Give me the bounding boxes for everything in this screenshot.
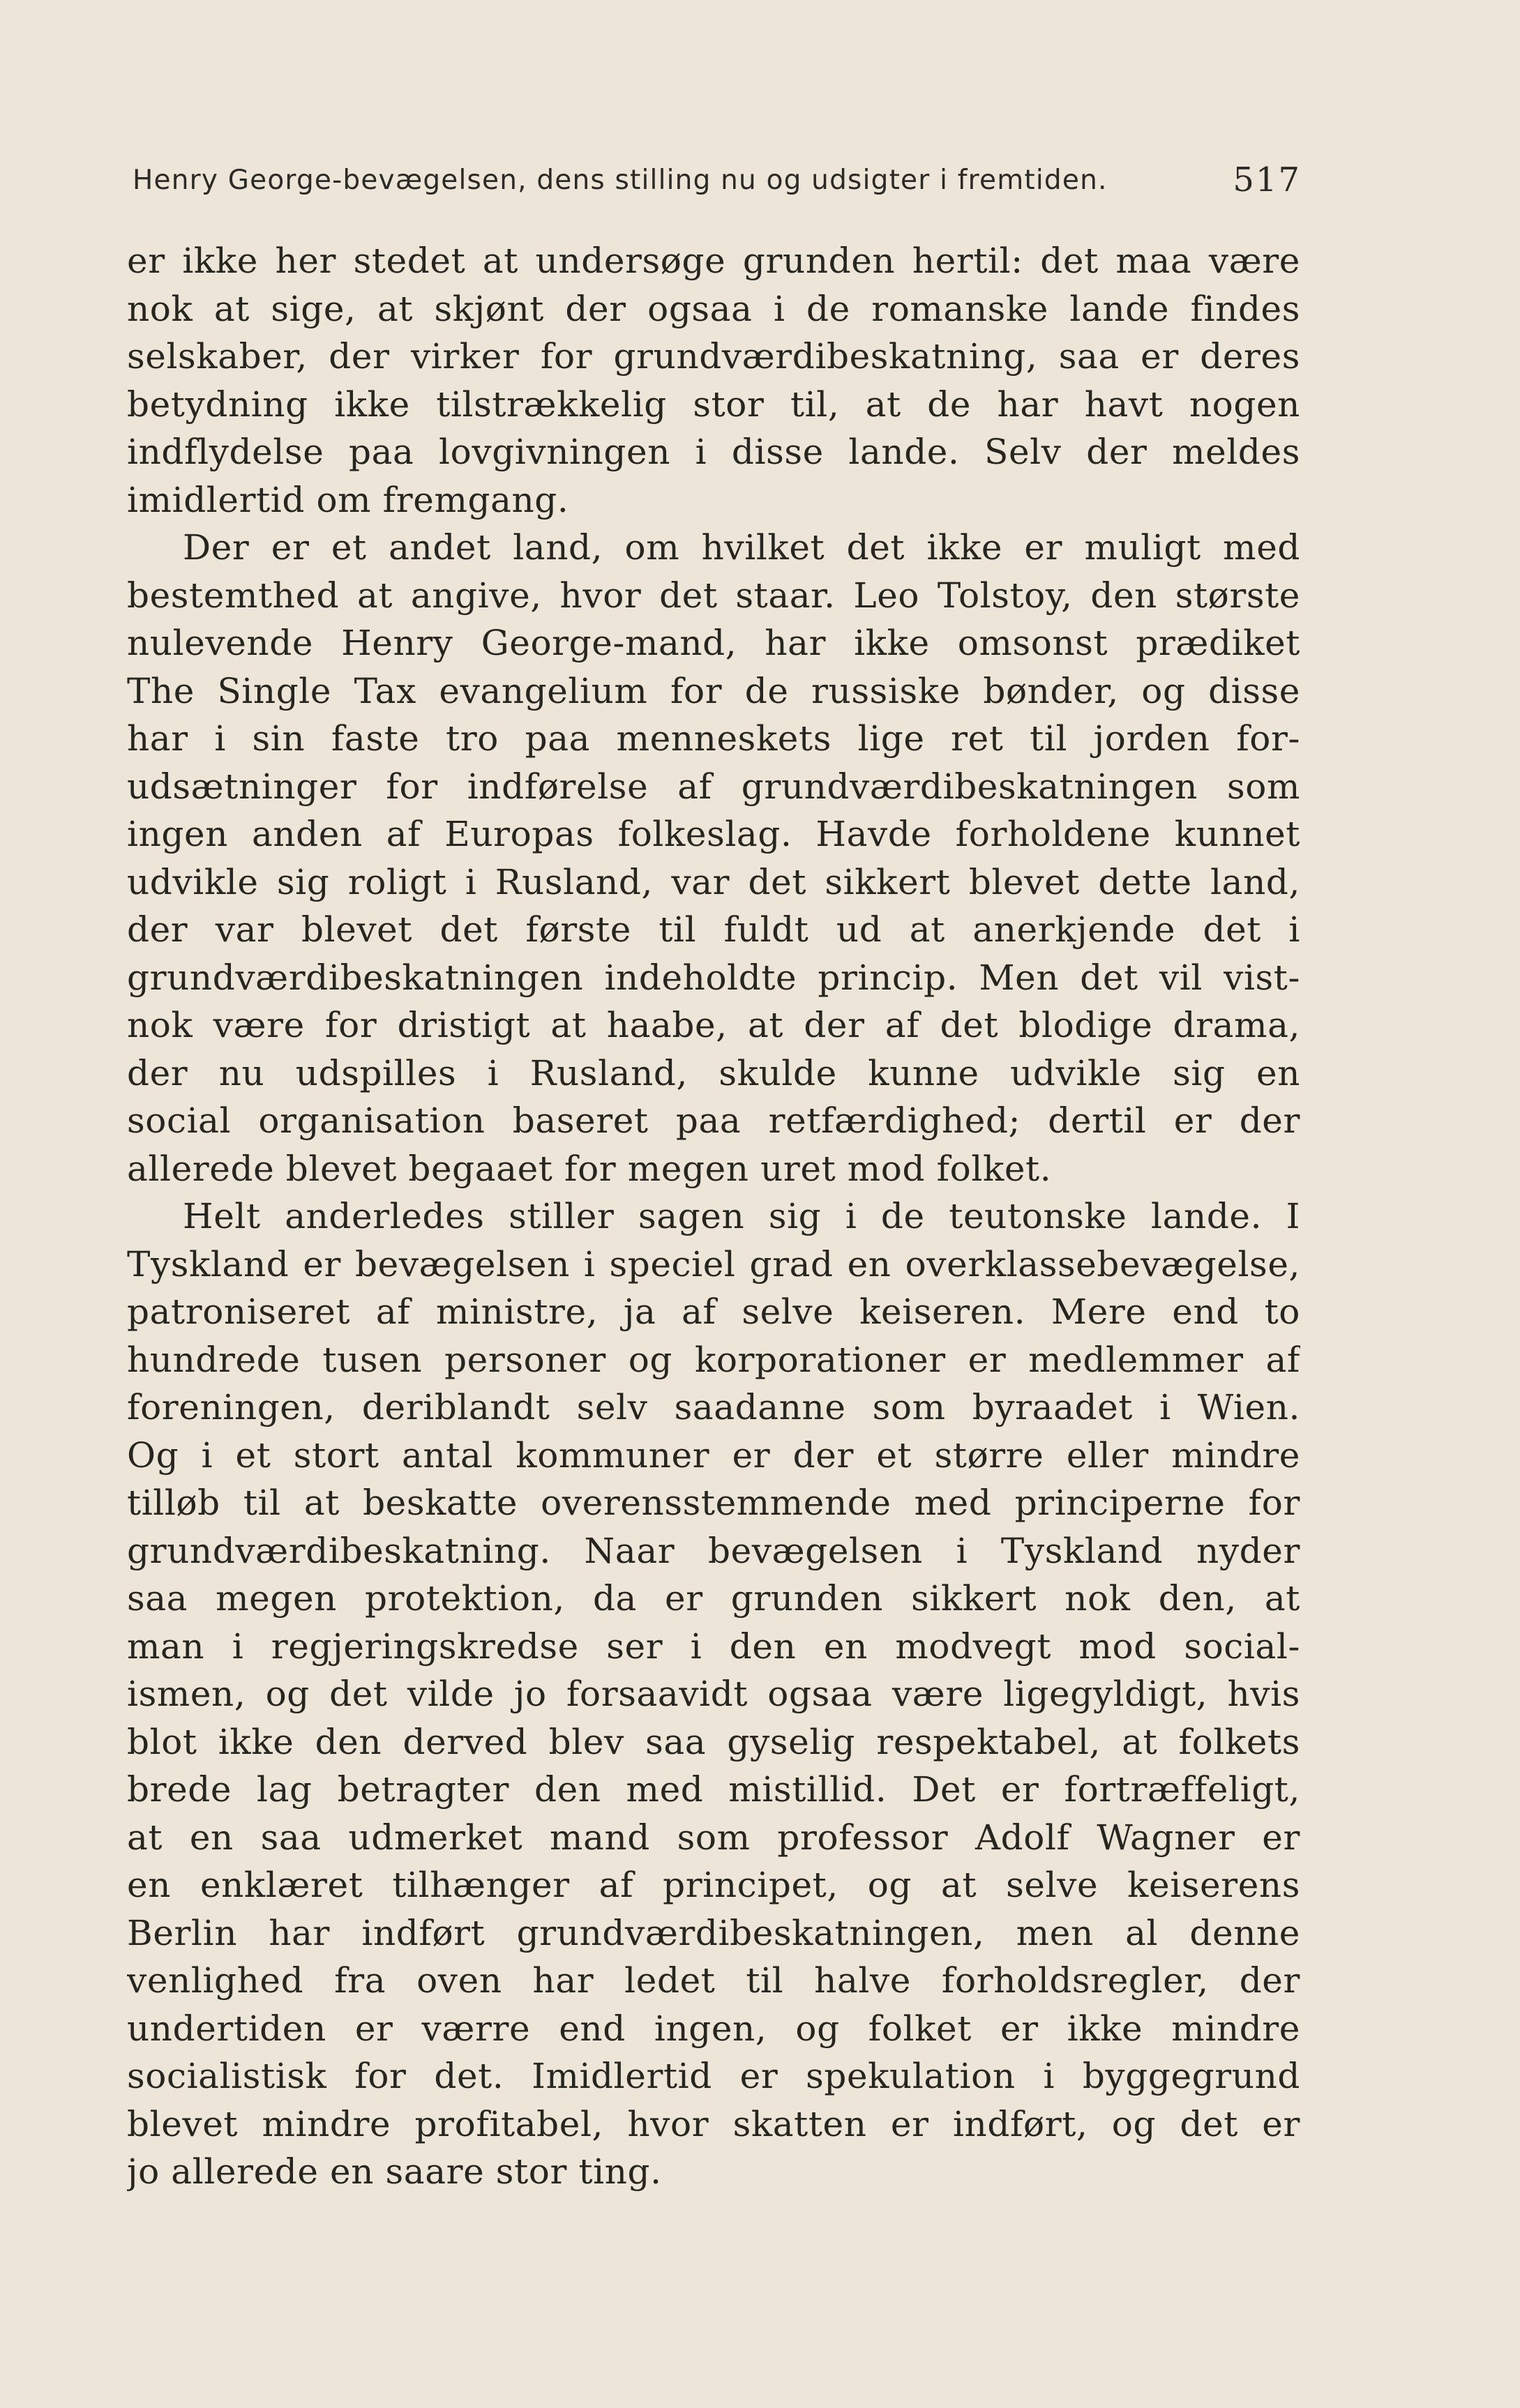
text-line: Berlin har indført grundværdibeskatningen, men al denne (127, 1912, 1300, 1953)
paragraph (127, 1192, 1300, 2196)
text-line: ismen, og det vilde jo forsaavidt ogsaa være ligegyldigt, hvis (127, 1674, 1300, 1714)
text-line: hundrede tusen personer og korporationer er medlemmer af (127, 1339, 1300, 1380)
text-line: betydning ikke tilstrækkelig stor til, at de har havt nogen (127, 384, 1300, 425)
running-head (133, 160, 1301, 202)
text-line: brede lag betragter den med mistillid. Det er fortræffeligt, (127, 1769, 1300, 1810)
text-line: blot ikke den derved blev saa gyselig respektabel, at folkets (127, 1721, 1300, 1762)
paragraph (127, 524, 1300, 1192)
text-line: imidlertid om fremgang. (127, 479, 569, 520)
text-line: Der er et andet land, om hvilket det ikke er muligt med (183, 527, 1300, 568)
text-line: er ikke her stedet at undersøge grunden hertil: det maa være (127, 241, 1300, 281)
text-line: Tyskland er bevægelsen i speciel grad en overklassebevægelse, (127, 1243, 1300, 1285)
page-number: 517 (1233, 160, 1301, 199)
text-line: udsætninger for indførelse af grundværdibeskatningen som (127, 766, 1300, 807)
text-line: venlighed fra oven har ledet til halve forholdsregler, der (127, 1960, 1300, 2001)
text-line: at en saa udmerket mand som professor Adolf Wagner er (127, 1817, 1300, 1858)
text-line: Og i et stort antal kommuner er der et større eller mindre (127, 1434, 1300, 1476)
text-line: blevet mindre profitabel, hvor skatten er indført, og det er (127, 2103, 1300, 2144)
paragraph (127, 237, 1300, 524)
text-line: ingen anden af Europas folkeslag. Havde forholdene kunnet (127, 814, 1300, 854)
text-line: der nu udspilles i Rusland, skulde kunne udvikle sig en (127, 1052, 1300, 1093)
text-line: jo allerede en saare stor ting. (127, 2151, 662, 2192)
text-line: The Single Tax evangelium for de russiske bønder, og disse (127, 670, 1300, 711)
text-line: der var blevet det første til fuldt ud at anerkjende det i (127, 909, 1300, 950)
body-text (127, 237, 1300, 2196)
text-line: grundværdibeskatning. Naar bevægelsen i Tyskland nyder (127, 1530, 1300, 1571)
text-line: nulevende Henry George-mand, har ikke omsonst prædiket (127, 623, 1300, 663)
text-line: socialistisk for det. Imidlertid er spekulation i byggegrund (127, 2056, 1300, 2096)
text-line: en enklæret tilhænger af principet, og at selve keiserens (127, 1865, 1300, 1905)
text-line: man i regjeringskredse ser i den en modvegt mod social- (127, 1626, 1300, 1667)
text-line: har i sin faste tro paa menneskets lige ret til jorden for- (127, 718, 1300, 759)
text-line: udvikle sig roligt i Rusland, var det sikkert blevet dette land, (127, 861, 1300, 902)
text-line: nok være for dristigt at haabe, at der af det blodige drama, (127, 1005, 1300, 1045)
text-line: indflydelse paa lovgivningen i disse lande. Selv der meldes (127, 432, 1300, 472)
text-line: grundværdibeskatningen indeholdte princip. Men det vil vist- (127, 957, 1300, 998)
text-line: allerede blevet begaaet for megen uret mod folket. (127, 1148, 1052, 1189)
text-line: bestemthed at angive, hvor det staar. Leo Tolstoy, den største (127, 575, 1300, 616)
text-line: foreningen, deriblandt selv saadanne som byraadet i Wien. (127, 1387, 1300, 1428)
text-line: patroniseret af ministre, ja af selve keiseren. Mere end to (127, 1292, 1300, 1332)
running-head-title: Henry George-bevægelsen, dens stilling nu og udsigter i fremtiden. (133, 165, 1108, 196)
text-line: social organisation baseret paa retfærdighed; dertil er der (127, 1100, 1300, 1141)
text-line: undertiden er værre end ingen, og folket er ikke mindre (127, 2008, 1300, 2049)
text-line: Helt anderledes stiller sagen sig i de teutonske lande. I (183, 1196, 1300, 1236)
text-line: saa megen protektion, da er grunden sikkert nok den, at (127, 1578, 1300, 1619)
text-line: tilløb til at beskatte overensstemmende med principerne for (127, 1483, 1300, 1523)
text-line: nok at sige, at skjønt der ogsaa i de romanske lande findes (127, 288, 1300, 329)
text-line: selskaber, der virker for grundværdibeskatning, saa er deres (127, 336, 1300, 377)
